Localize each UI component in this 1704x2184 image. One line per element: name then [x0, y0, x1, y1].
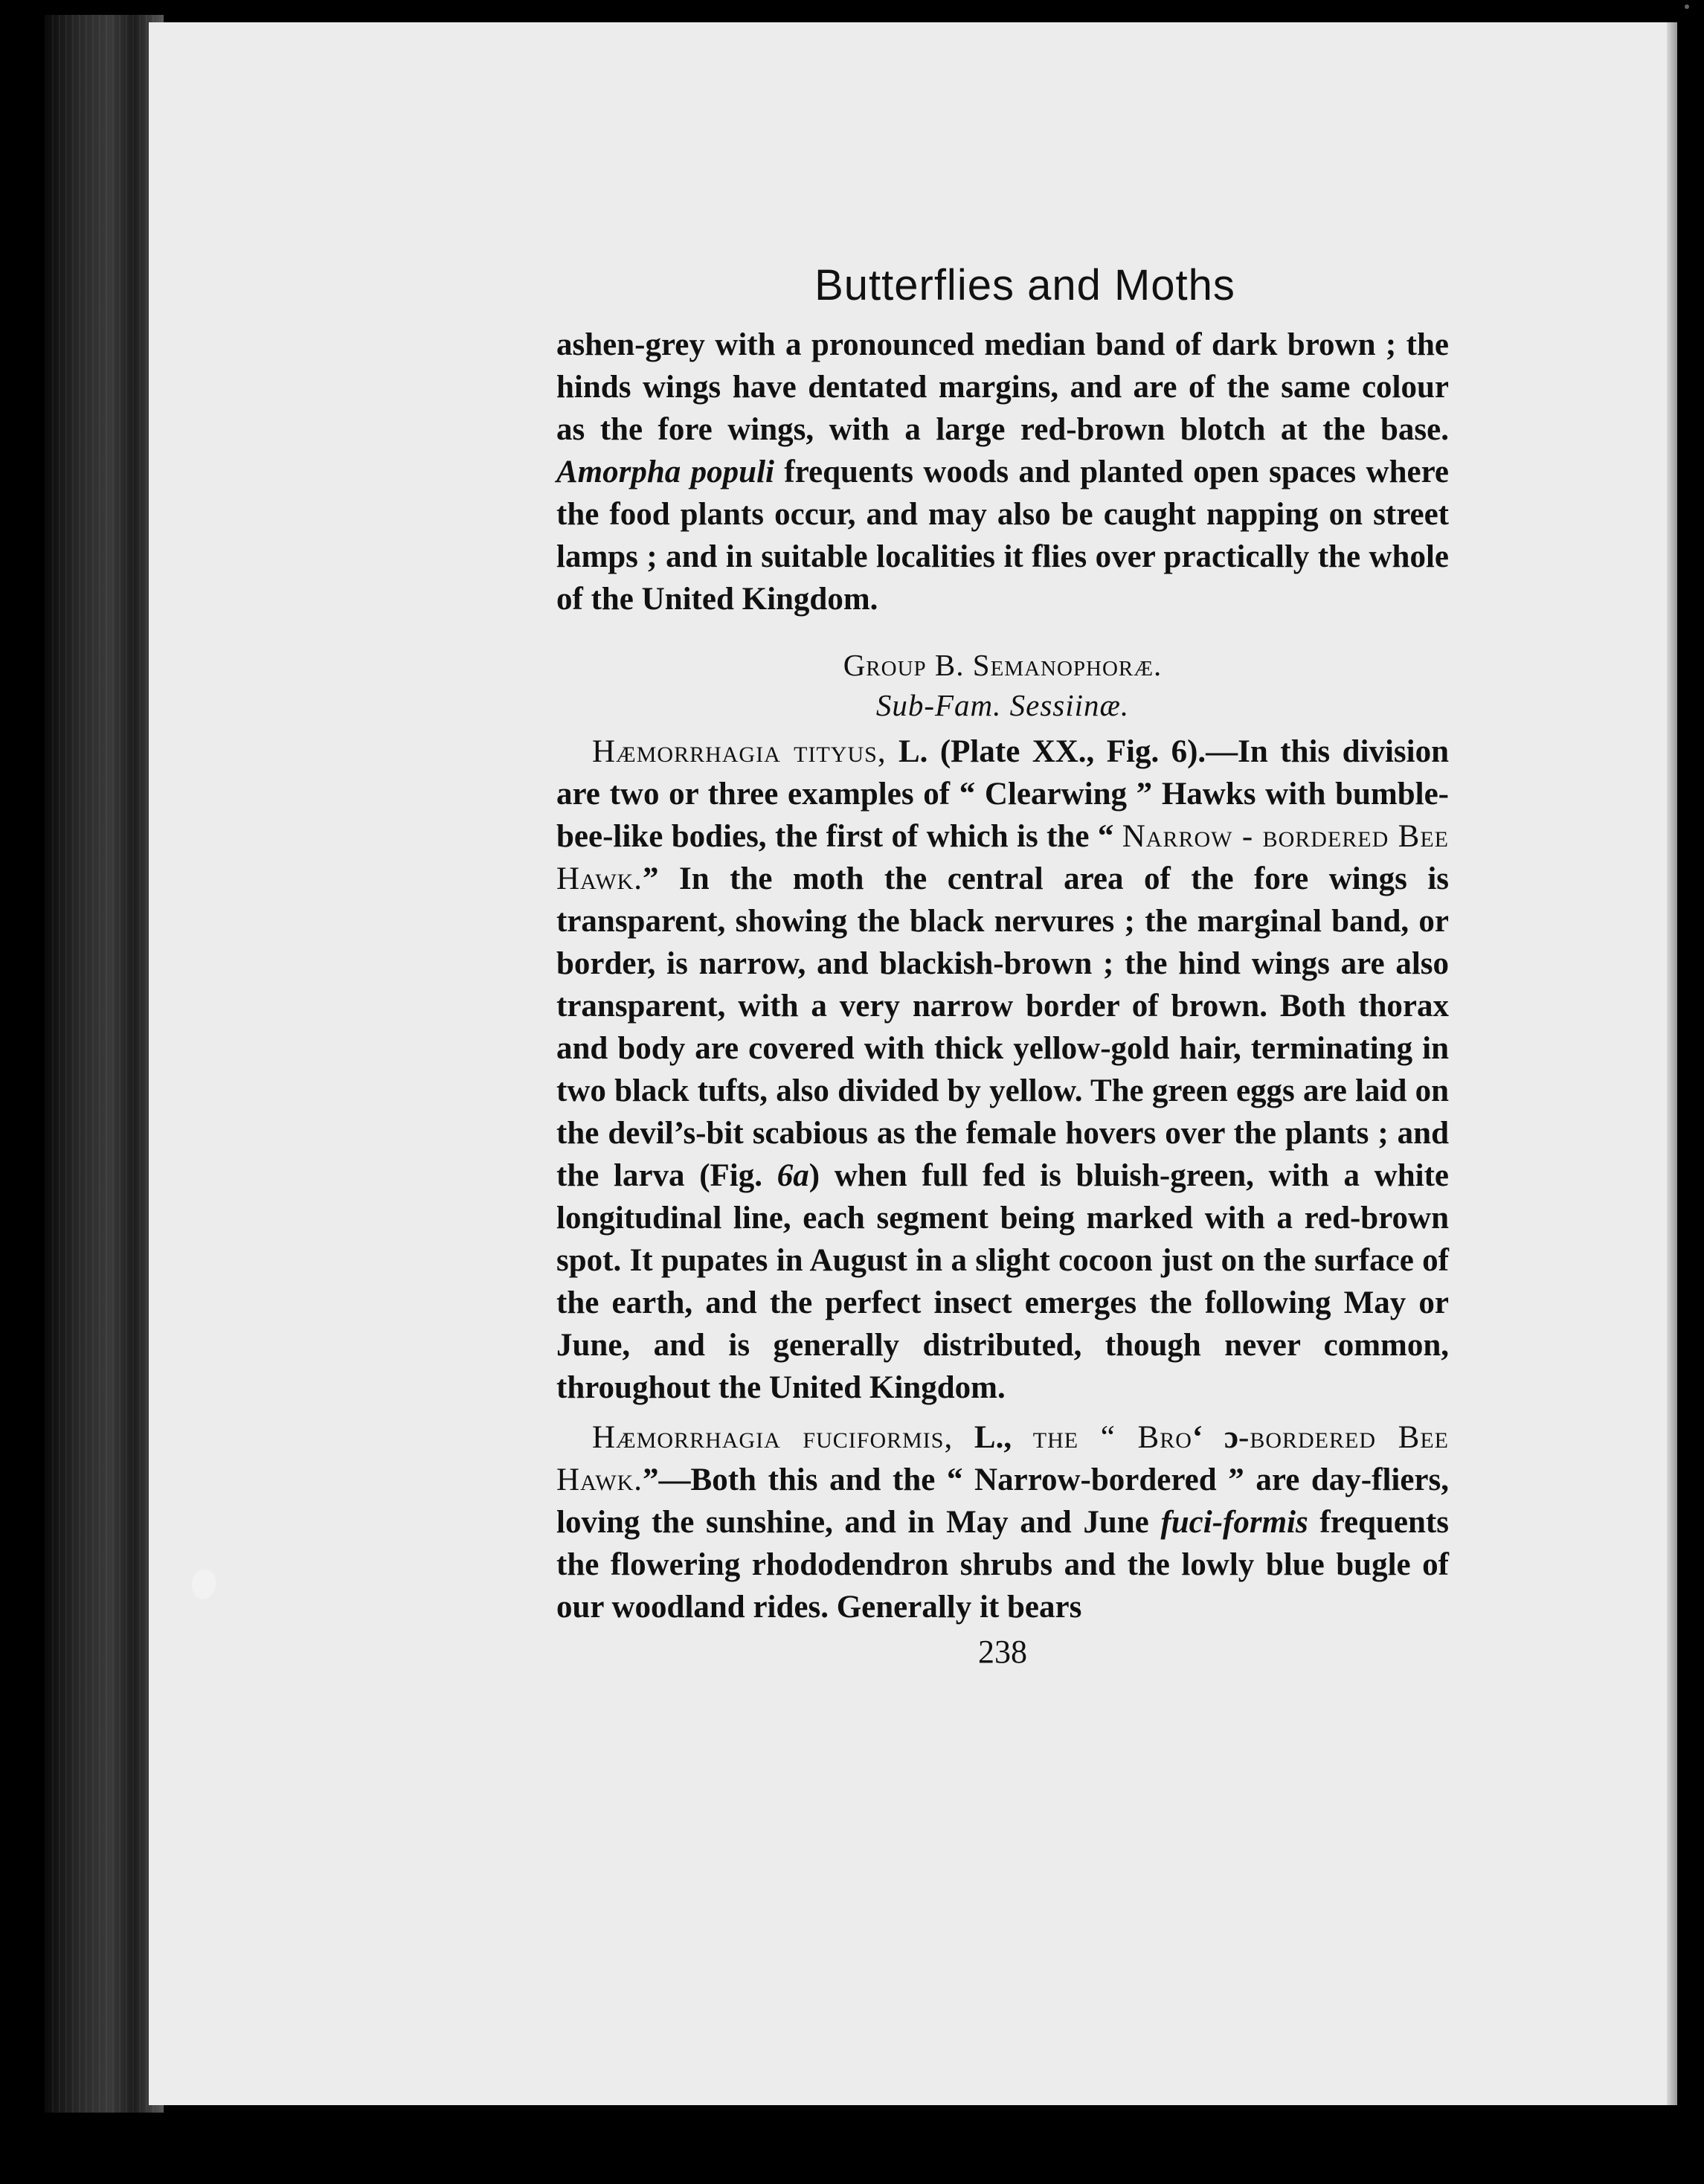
scan-speck [1685, 4, 1689, 9]
subfamily-heading: Sub-Fam. Sessiinæ. [875, 688, 1130, 722]
para1-text-2: frequents woods and planted open spaces where the food plants occur, and may also be caught napping on street lamps ; and in suitable localities it flies over practically the whole of the United Kingdom. [556, 455, 1449, 617]
species-name-amorpha-populi: Amorpha populi [556, 455, 774, 489]
damaged-text: ʻ ɔ [1192, 1420, 1238, 1455]
para3-text-1: L., [953, 1420, 1033, 1455]
para1-text-1: ashen-grey with a pronounced median band of dark brown ; the hinds wings have dentated margins, and are of the same colour as the fore wings, with a large red-brown blotch at the base. [556, 327, 1449, 447]
common-name-narrow-bordered: Narrow - bordered Bee Hawk. [556, 819, 1449, 896]
paragraph-ashen-grey [556, 324, 1449, 620]
group-heading: Group B. Semanophoræ. [843, 648, 1163, 682]
para3-text-2: ”—Both this and the “ Narrow-bordered ” are day-fliers, loving the sunshine, and in May and June [556, 1462, 1449, 1540]
species-name-fuciformis: Hæmorrhagia fuciformis, [592, 1420, 954, 1455]
species-name-fuciformis-italic: fuci-formis [1160, 1505, 1308, 1540]
para2-text-3: ) when full fed is bluish-green, with a white longitudinal line, each segment being marked with a red-brown spot. It pupates in August in a slight cocoon just on the surface of the earth, and the perfect insect emerges the following May or June, and is generally distributed, though never common, throughout the United Kingdom. [556, 1158, 1449, 1405]
page-content [556, 260, 1449, 1671]
page-shadow [1667, 22, 1677, 2105]
paragraph-haemorrhagia-tityus [556, 730, 1449, 1409]
page-stack-lines [52, 15, 156, 2113]
running-head: Butterflies and Moths [814, 261, 1235, 309]
common-name-broad-bordered-part2: -bordered Bee Hawk. [556, 1420, 1450, 1497]
para3-text-3: frequents the flowering rhododendron shrubs and the lowly blue bugle of our woodland rides. Generally it bears [556, 1505, 1449, 1625]
book-page [149, 22, 1677, 2105]
figure-ref-6a: 6a [777, 1158, 809, 1193]
paragraph-haemorrhagia-fuciformis [556, 1416, 1449, 1628]
species-name-tityus: Hæmorrhagia tityus, [592, 734, 887, 769]
para2-text-1: L. (Plate XX., Fig. 6).—In this division are two or three examples of “ Clearwing ” Hawks with bumble-bee-like bodies, the first of which is the “ [556, 734, 1449, 854]
common-name-broad-bordered-part1: the “ Bro [1032, 1420, 1192, 1455]
para2-text-2: ” In the moth the central area of the fore wings is transparent, showing the black nervures ; the marginal band, or border, is narrow, and blackish-brown ; the hind wings are also transparent, with a very narrow border of brown. Both thorax and body are covered with thick yellow-gold hair, terminating in two black tufts, also divided by yellow. The green eggs are laid on the devil’s-bit scabious as the female hovers over the plants ; and the larva (Fig. [556, 861, 1449, 1193]
page-number: 238 [978, 1634, 1027, 1670]
paper-blemish [192, 1570, 216, 1599]
